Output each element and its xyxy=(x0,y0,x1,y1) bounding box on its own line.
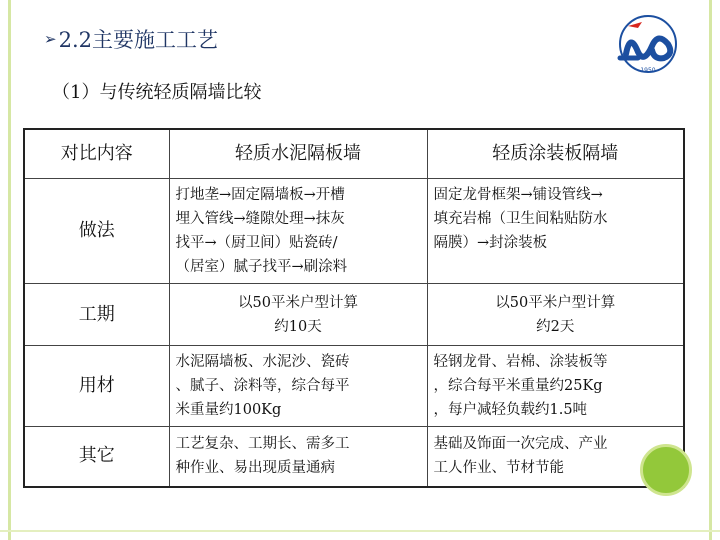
table-cell xyxy=(427,179,684,284)
bottom-frame-line xyxy=(0,530,720,532)
row-label: 其它 xyxy=(24,427,169,487)
cell-line: 轻钢龙骨、岩棉、涂装板等 xyxy=(433,354,608,370)
cell-line: 水泥隔墙板、水泥沙、瓷砖 xyxy=(175,354,350,370)
slide-title xyxy=(44,24,218,54)
table-row xyxy=(24,346,684,427)
cell-line: 填充岩棉（卫生间粘贴防水 xyxy=(433,211,608,227)
cell-line: 以50平米户型计算 xyxy=(495,294,616,311)
row-label: 用材 xyxy=(24,346,169,427)
cell-line: 固定龙骨框架→铺设管线→ xyxy=(433,187,603,203)
left-frame-line xyxy=(8,0,11,540)
logo-year: 1950 xyxy=(640,67,656,74)
table-cell xyxy=(169,284,427,346)
table-row xyxy=(24,284,684,346)
bullet-arrow-icon: ➢ xyxy=(44,30,57,48)
cell-line: 找平→（厨卫间）贴瓷砖/ xyxy=(175,235,338,251)
cell-line: 工人作业、节材节能 xyxy=(433,460,564,477)
cell-line: （居室）腻子找平→刷涂料 xyxy=(175,259,348,275)
right-frame-line xyxy=(709,0,712,540)
cell-line: 打地垄→固定隔墙板→开槽 xyxy=(175,187,345,203)
header-cell-cement-wall: 轻质水泥隔板墙 xyxy=(169,129,427,179)
cell-line: 隔膜）→封涂装板 xyxy=(433,235,548,251)
table-cell xyxy=(169,346,427,427)
table-row xyxy=(24,179,684,284)
cell-line: 以50平米户型计算 xyxy=(238,294,358,311)
table-row xyxy=(24,427,684,487)
cell-line: 工艺复杂、工期长、需多工 xyxy=(175,436,350,453)
cell-line: 约10天 xyxy=(274,318,322,335)
row-label: 工期 xyxy=(24,284,169,346)
table-header-row xyxy=(24,129,684,179)
cell-line: ，每户减轻负载约1.5吨 xyxy=(433,402,588,418)
header-cell-coated-wall: 轻质涂装板隔墙 xyxy=(427,129,684,179)
cell-line: 约2天 xyxy=(536,318,575,335)
cell-line: 种作业、易出现质量通病 xyxy=(175,460,335,477)
cell-line: 基础及饰面一次完成、产业 xyxy=(433,436,608,453)
slide-subtitle: （1）与传统轻质隔墙比较 xyxy=(52,82,262,103)
cell-line: ，综合每平米重量约25Kg xyxy=(433,378,603,394)
cell-line: 米重量约100Kg xyxy=(175,402,282,418)
comparison-table xyxy=(23,128,685,488)
cell-line: 埋入管线→缝隙处理→抹灰 xyxy=(175,211,345,227)
row-label: 做法 xyxy=(24,179,169,284)
slide-title-text: 2.2主要施工工艺 xyxy=(58,28,218,52)
cell-line: 、腻子、涂料等，综合每平 xyxy=(175,378,350,394)
table-cell xyxy=(427,346,684,427)
university-logo-icon xyxy=(608,14,688,76)
table-cell xyxy=(169,427,427,487)
table-cell xyxy=(169,179,427,284)
table-cell xyxy=(427,284,684,346)
header-cell-criteria: 对比内容 xyxy=(24,129,169,179)
decorative-green-circle xyxy=(640,444,692,496)
